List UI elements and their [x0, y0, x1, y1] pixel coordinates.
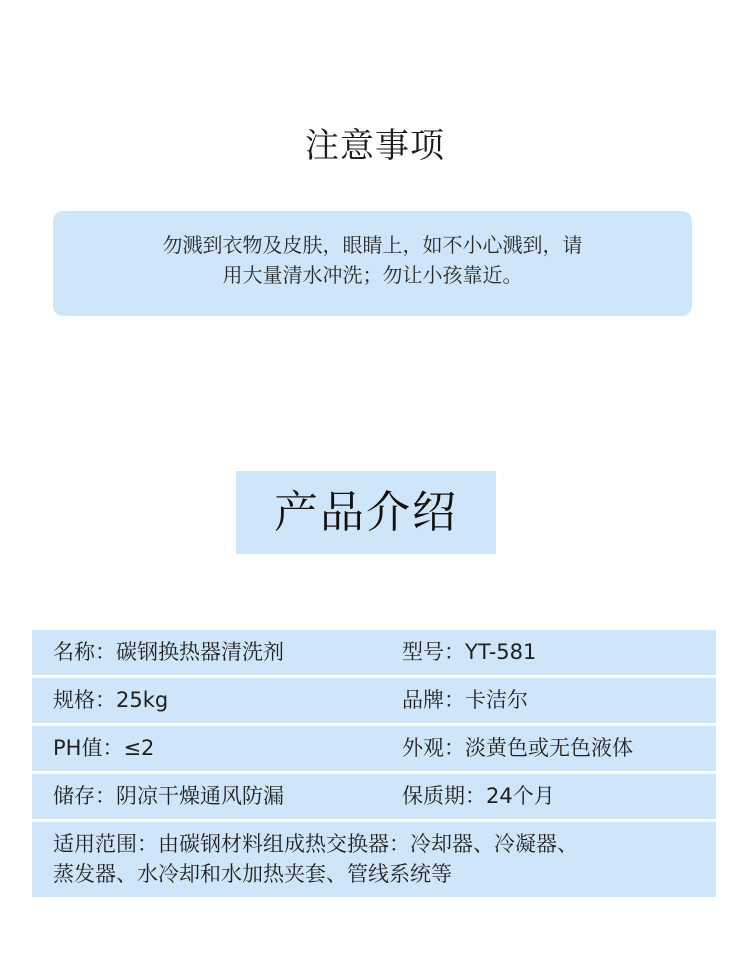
spec-weight: 规格：25kg [53, 688, 169, 712]
notice-box [53, 211, 692, 316]
spec-row-name-model [32, 630, 716, 675]
spec-brand: 品牌：卡洁尔 [402, 688, 528, 712]
product-intro-title: 产品介绍 [236, 471, 496, 554]
spec-scope-line-2: 蒸发器、水冷却和水加热夹套、管线系统等 [53, 862, 452, 886]
spec-model: 型号：YT-581 [402, 640, 537, 664]
spec-name: 名称：碳钢换热器清洗剂 [53, 640, 284, 664]
spec-scope [53, 829, 693, 889]
spec-scope-line-1: 适用范围：由碳钢材料组成热交换器：冷却器、冷凝器、 [53, 832, 578, 856]
spec-row-spec-brand [32, 678, 716, 723]
notice-title: 注意事项 [305, 126, 445, 166]
notice-line-1: 勿溅到衣物及皮肤，眼睛上，如不小心溅到，请 [162, 233, 583, 257]
spec-ph: PH值：≤2 [53, 736, 155, 760]
notice-line-2: 用大量清水冲洗；勿让小孩靠近。 [222, 263, 523, 287]
spec-storage: 储存：阴凉干燥通风防漏 [53, 784, 284, 808]
spec-appearance: 外观：淡黄色或无色液体 [402, 736, 633, 760]
spec-row-storage-shelf [32, 774, 716, 819]
spec-row-ph-appearance [32, 726, 716, 771]
spec-row-scope [32, 822, 716, 897]
spec-table [32, 630, 716, 900]
spec-shelf-life: 保质期：24个月 [402, 784, 555, 808]
